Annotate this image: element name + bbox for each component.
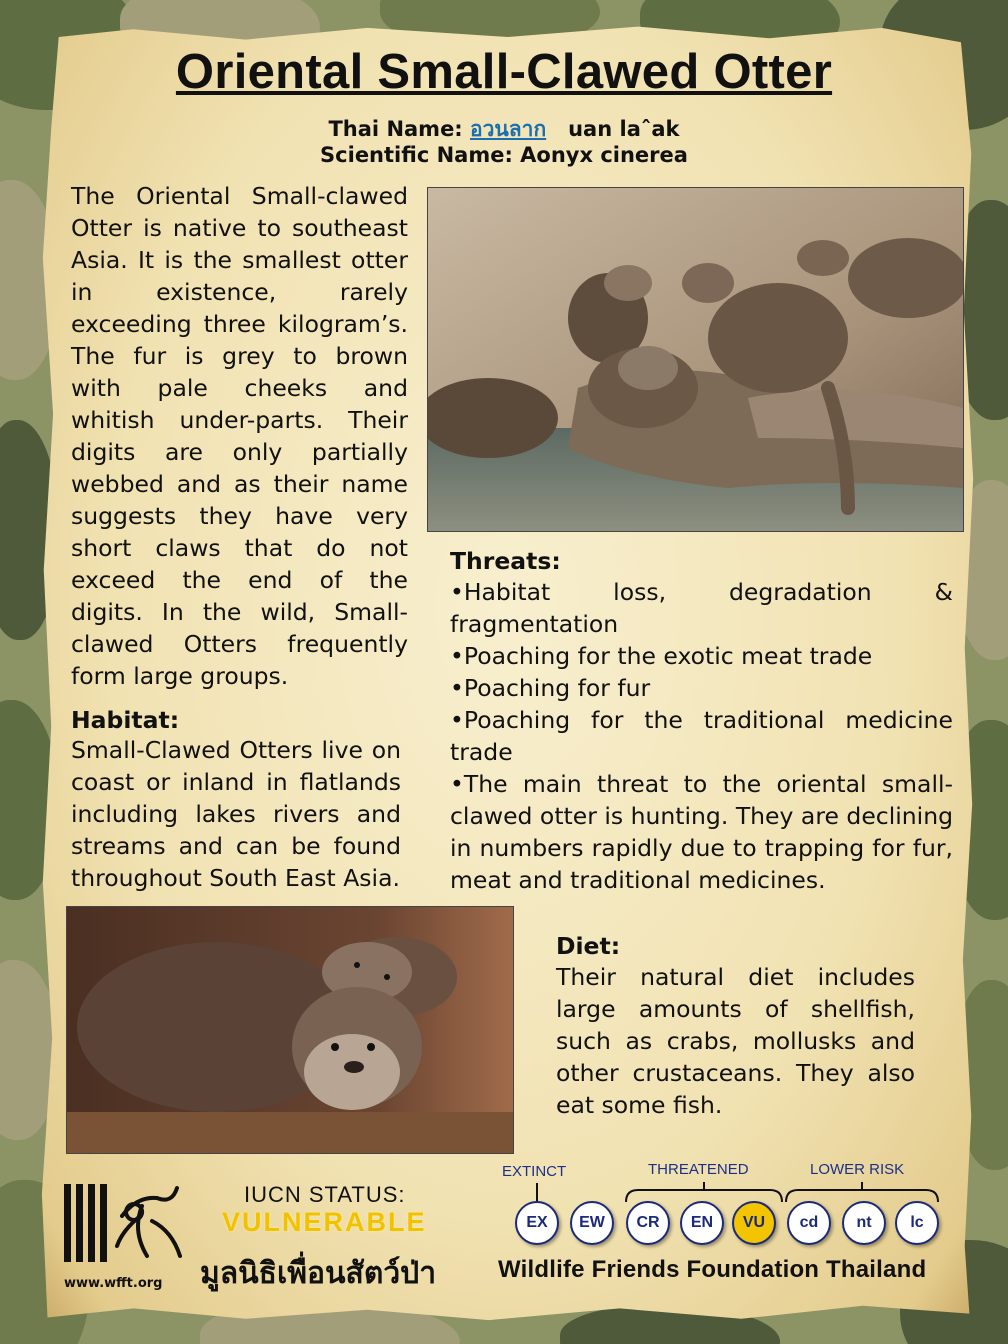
iucn-category-ew: EW bbox=[570, 1201, 614, 1245]
otter-pair-photo bbox=[66, 906, 514, 1154]
diet-heading: Diet: bbox=[556, 932, 621, 960]
scientific-name-label: Scientific Name: bbox=[320, 143, 513, 167]
threat-item: •Habitat loss, degradation & fragmentation bbox=[450, 578, 953, 638]
category-brackets bbox=[500, 1178, 950, 1208]
threats-heading: Threats: bbox=[450, 547, 561, 575]
iucn-category-cr: CR bbox=[626, 1201, 670, 1245]
scientific-name-line bbox=[0, 143, 1008, 167]
threat-item: •Poaching for fur bbox=[450, 674, 651, 702]
iucn-category-vu: VU bbox=[732, 1201, 776, 1245]
thai-name-link[interactable]: อวนลาก bbox=[470, 117, 547, 141]
iucn-status-value: VULNERABLE bbox=[222, 1207, 427, 1237]
thai-name-line bbox=[0, 113, 1008, 146]
iucn-category-ex: EX bbox=[515, 1201, 559, 1245]
threat-item: •Poaching for the traditional medicine trade bbox=[450, 706, 953, 766]
habitat-heading: Habitat: bbox=[71, 706, 180, 734]
org-name: Wildlife Friends Foundation Thailand bbox=[498, 1256, 927, 1283]
thai-org-name: มูลนิธิเพื่อนสัตว์ป่า bbox=[200, 1256, 437, 1291]
scientific-name-value: Aonyx cinerea bbox=[520, 143, 688, 167]
thai-name-romanized: uan laˆak bbox=[568, 117, 680, 141]
diet-text: Their natural diet includes large amounts of shellfish, such as crabs, mollusks and other crustaceans. They also eat some fish. bbox=[556, 963, 915, 1119]
threat-item: •Poaching for the exotic meat trade bbox=[450, 642, 873, 670]
group-label-lower-risk: LOWER RISK bbox=[810, 1161, 905, 1178]
intro-paragraph: The Oriental Small-clawed Otter is native to southeast Asia. It is the smallest otter in existence, rarely exceeding three kilogram’s. The fur is grey to brown with pale cheeks and whitish under-parts. Their digits are only partially webbed and as their name suggests they have very short claws that do not exceed the end of the digits. In the wild, Small-clawed Otters frequently form large groups. bbox=[71, 182, 408, 690]
threat-item: •The main threat to the oriental small-clawed otter is hunting. They are declining in numbers rapidly due to trapping for fur, meat and traditional medicines. bbox=[450, 770, 953, 894]
iucn-category-en: EN bbox=[680, 1201, 724, 1245]
habitat-text: Small-Clawed Otters live on coast or inland in flatlands including lakes rivers and streams and can be found throughout South East Asia. bbox=[71, 736, 401, 892]
threats-list bbox=[450, 576, 953, 896]
thai-name-label: Thai Name: bbox=[328, 117, 463, 141]
iucn-category-lc: lc bbox=[895, 1201, 939, 1245]
group-label-extinct: EXTINCT bbox=[502, 1163, 567, 1180]
group-label-threatened: THREATENED bbox=[648, 1161, 749, 1178]
otter-group-photo bbox=[427, 187, 964, 532]
iucn-status-label: IUCN STATUS: bbox=[244, 1182, 406, 1207]
page-title: Oriental Small-Clawed Otter bbox=[175, 45, 833, 99]
iucn-category-cd: cd bbox=[787, 1201, 831, 1245]
wfft-url[interactable]: www.wfft.org bbox=[64, 1276, 163, 1291]
iucn-category-nt: nt bbox=[842, 1201, 886, 1245]
wfft-logo bbox=[62, 1176, 192, 1274]
